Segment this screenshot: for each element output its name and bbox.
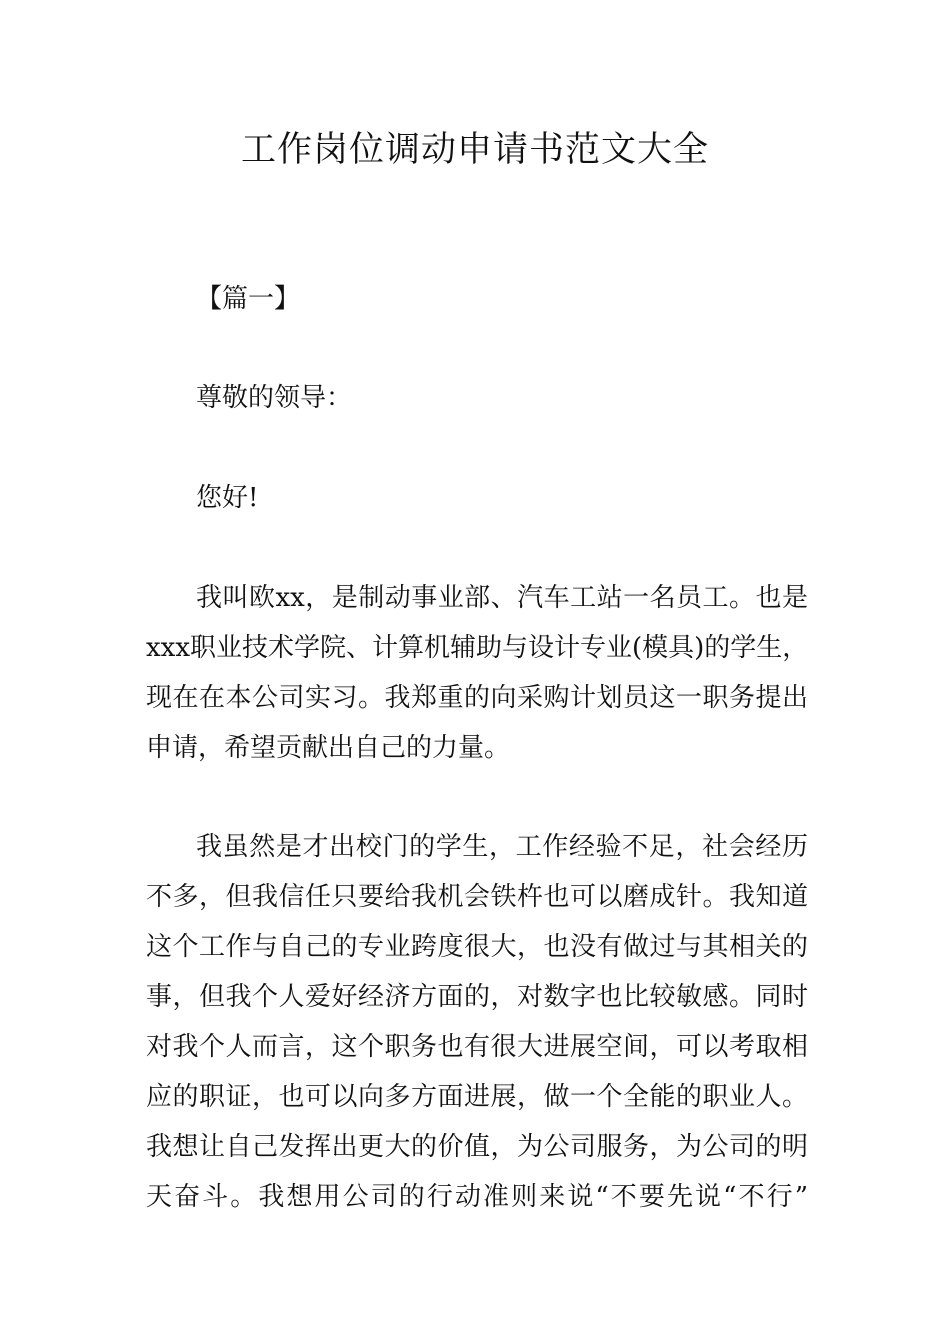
section-label: 【篇一】 bbox=[196, 284, 301, 314]
paragraph-line: 申请，希望贡献出自己的力量。 bbox=[146, 733, 511, 763]
paragraph-line: 不多，但我信任只要给我机会铁杵也可以磨成针。我知道 bbox=[146, 882, 808, 912]
greeting: 您好! bbox=[196, 483, 259, 513]
paragraph-line: 我想让自己发挥出更大的价值，为公司服务，为公司的明 bbox=[146, 1132, 808, 1162]
document-title: 工作岗位调动申请书范文大全 bbox=[240, 130, 709, 170]
paragraph-line: 天奋斗。我想用公司的行动准则来说“不要先说“不行” bbox=[146, 1182, 808, 1212]
paragraph-line: 对我个人而言，这个职务也有很大进展空间，可以考取相 bbox=[146, 1032, 808, 1062]
salutation: 尊敬的领导： bbox=[196, 383, 353, 413]
paragraph-line: 应的职证，也可以向多方面进展，做一个全能的职业人。 bbox=[146, 1082, 808, 1112]
paragraph-line: 现在在本公司实习。我郑重的向采购计划员这一职务提出 bbox=[146, 683, 808, 713]
paragraph-line: xxx职业技术学院、计算机辅助与设计专业(模具)的学生， bbox=[146, 633, 809, 663]
paragraph-line: 事，但我个人爱好经济方面的，对数字也比较敏感。同时 bbox=[146, 982, 808, 1012]
paragraph-line: 我虽然是才出校门的学生，工作经验不足，社会经历 bbox=[196, 832, 808, 862]
paragraph-line: 我叫欧xx，是制动事业部、汽车工站一名员工。也是 bbox=[196, 583, 808, 613]
paragraph-line: 这个工作与自己的专业跨度很大，也没有做过与其相关的 bbox=[146, 932, 808, 962]
